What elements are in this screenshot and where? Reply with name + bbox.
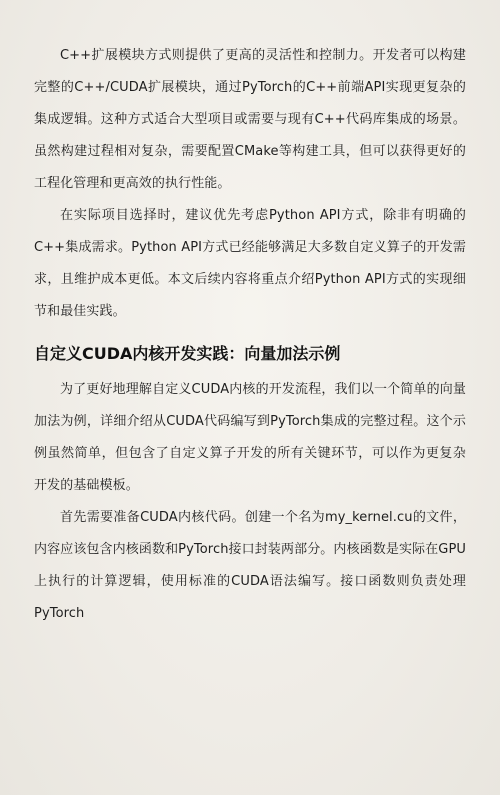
paragraph-cpp-extension: C++扩展模块方式则提供了更高的灵活性和控制力。开发者可以构建完整的C++/CUDA扩展模块，通过PyTorch的C++前端API实现更复杂的集成逻辑。这种方式适合大型项目或需要与现有C++代码库集成的场景。虽然构建过程相对复杂，需要配置CMake等构建工具，但可以获得更好的工程化管理和更高效的执行性能。 bbox=[34, 48, 466, 191]
paragraph-project-choice: 在实际项目选择时，建议优先考虑Python API方式，除非有明确的C++集成需求。Python API方式已经能够满足大多数自定义算子的开发需求，且维护成本更低。本文后续内容将重点介绍Python API方式的实现细节和最佳实践。 bbox=[34, 208, 466, 319]
section-heading: 自定义CUDA内核开发实践：向量加法示例 bbox=[34, 344, 341, 363]
paragraph-kernel-code: 首先需要准备CUDA内核代码。创建一个名为my_kernel.cu的文件，内容应该包含内核函数和PyTorch接口封装两部分。内核函数是实际在GPU上执行的计算逻辑，使用标准的CUDA语法编写。接口函数则负责处理PyTorch bbox=[34, 510, 466, 621]
paragraph-example-intro: 为了更好地理解自定义CUDA内核的开发流程，我们以一个简单的向量加法为例，详细介绍从CUDA代码编写到PyTorch集成的完整过程。这个示例虽然简单，但包含了自定义算子开发的所有关键环节，可以作为更复杂开发的基础模板。 bbox=[34, 382, 466, 493]
